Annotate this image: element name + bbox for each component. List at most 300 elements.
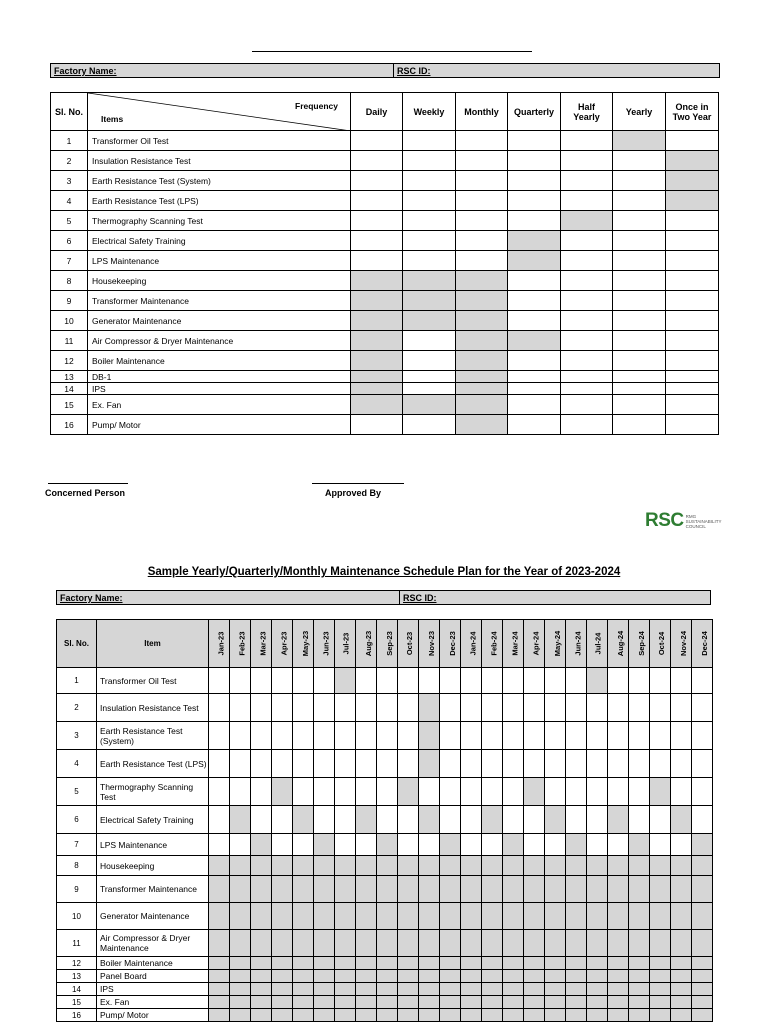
month-header: Aug-23 <box>356 620 377 668</box>
month-cell <box>335 930 356 957</box>
sl-cell: 7 <box>57 834 97 856</box>
month-cell <box>356 694 377 722</box>
item-cell: Panel Board <box>97 970 209 983</box>
month-cell <box>692 876 713 903</box>
item-cell: Generator Maintenance <box>88 311 351 331</box>
month-cell <box>503 722 524 750</box>
month-cell <box>293 876 314 903</box>
frequency-cell <box>561 415 613 435</box>
frequency-cell <box>456 271 508 291</box>
month-cell <box>335 856 356 876</box>
frequency-cell <box>561 351 613 371</box>
frequency-cell <box>508 395 561 415</box>
month-cell <box>503 1009 524 1022</box>
month-cell <box>230 876 251 903</box>
frequency-cell <box>561 231 613 251</box>
month-cell <box>503 750 524 778</box>
table-row <box>51 271 719 291</box>
month-cell <box>377 996 398 1009</box>
month-cell <box>650 930 671 957</box>
month-cell <box>503 694 524 722</box>
month-cell <box>356 903 377 930</box>
rsc-id-label: RSC ID: <box>397 65 431 76</box>
frequency-cell <box>508 231 561 251</box>
frequency-cell <box>351 311 403 331</box>
month-cell <box>398 856 419 876</box>
signature-line-approved <box>312 483 404 484</box>
frequency-cell <box>613 383 666 395</box>
month-cell <box>272 876 293 903</box>
month-cell <box>671 722 692 750</box>
month-cell <box>272 930 293 957</box>
sl-cell: 7 <box>51 251 88 271</box>
month-cell <box>503 903 524 930</box>
month-cell <box>398 903 419 930</box>
month-header: Jan-24 <box>461 620 482 668</box>
table-row <box>51 151 719 171</box>
month-cell <box>314 1009 335 1022</box>
month-cell <box>692 970 713 983</box>
month-cell <box>524 903 545 930</box>
month-cell <box>692 834 713 856</box>
month-cell <box>356 806 377 834</box>
month-cell <box>566 778 587 806</box>
month-cell <box>419 694 440 722</box>
sl-cell: 1 <box>57 668 97 694</box>
item-cell: Transformer Maintenance <box>88 291 351 311</box>
month-cell <box>461 694 482 722</box>
month-cell <box>692 1009 713 1022</box>
month-cell <box>629 957 650 970</box>
table-row <box>51 415 719 435</box>
month-cell <box>272 970 293 983</box>
month-cell <box>251 876 272 903</box>
item-cell: Housekeeping <box>97 856 209 876</box>
table-row <box>51 211 719 231</box>
sl-no-header: Sl. No. <box>57 620 97 668</box>
month-cell <box>209 750 230 778</box>
month-cell <box>440 957 461 970</box>
frequency-cell <box>456 395 508 415</box>
frequency-cell <box>456 291 508 311</box>
sl-cell: 11 <box>57 930 97 957</box>
frequency-cell <box>403 131 456 151</box>
month-cell <box>650 694 671 722</box>
frequency-cell <box>351 371 403 383</box>
concerned-person-label: Concerned Person <box>45 488 126 498</box>
frequency-cell <box>508 371 561 383</box>
month-cell <box>419 876 440 903</box>
month-cell <box>692 930 713 957</box>
month-header: Feb-23 <box>230 620 251 668</box>
month-cell <box>566 834 587 856</box>
month-header: May-23 <box>293 620 314 668</box>
frequency-cell <box>403 211 456 231</box>
month-cell <box>461 1009 482 1022</box>
frequency-cell <box>613 191 666 211</box>
month-cell <box>524 957 545 970</box>
month-cell <box>293 856 314 876</box>
frequency-cell <box>351 131 403 151</box>
col-quarterly: Quarterly <box>508 93 561 131</box>
month-cell <box>545 834 566 856</box>
month-cell <box>692 856 713 876</box>
month-cell <box>524 930 545 957</box>
item-cell: Pump/ Motor <box>97 1009 209 1022</box>
month-cell <box>251 970 272 983</box>
frequency-cell <box>613 291 666 311</box>
month-cell <box>377 778 398 806</box>
item-cell: Transformer Oil Test <box>88 131 351 151</box>
logo-subtext: RMG SUSTAINABILITY COUNCIL <box>685 513 722 529</box>
month-cell <box>272 668 293 694</box>
sl-cell: 5 <box>57 778 97 806</box>
item-header: Item <box>97 620 209 668</box>
frequency-cell <box>613 395 666 415</box>
month-cell <box>650 903 671 930</box>
frequency-cell <box>403 395 456 415</box>
month-cell <box>377 694 398 722</box>
month-cell <box>608 996 629 1009</box>
table-row <box>51 395 719 415</box>
month-cell <box>545 970 566 983</box>
month-cell <box>335 970 356 983</box>
month-cell <box>209 996 230 1009</box>
frequency-cell <box>561 131 613 151</box>
month-cell <box>482 876 503 903</box>
month-cell <box>314 722 335 750</box>
sl-cell: 15 <box>57 996 97 1009</box>
schedule-row <box>57 903 713 930</box>
month-cell <box>461 930 482 957</box>
sl-cell: 14 <box>51 383 88 395</box>
month-cell <box>335 983 356 996</box>
schedule-row <box>57 957 713 970</box>
sl-cell: 13 <box>51 371 88 383</box>
month-cell <box>398 957 419 970</box>
schedule-row <box>57 750 713 778</box>
month-cell <box>671 668 692 694</box>
month-cell <box>545 750 566 778</box>
month-header: Jun-23 <box>314 620 335 668</box>
month-cell <box>503 983 524 996</box>
month-cell <box>209 834 230 856</box>
month-cell <box>293 957 314 970</box>
month-cell <box>671 970 692 983</box>
month-cell <box>629 930 650 957</box>
month-cell <box>209 903 230 930</box>
table-row <box>51 371 719 383</box>
frequency-cell <box>666 331 719 351</box>
month-cell <box>650 750 671 778</box>
month-cell <box>230 778 251 806</box>
month-cell <box>629 722 650 750</box>
month-cell <box>419 722 440 750</box>
month-cell <box>335 834 356 856</box>
month-cell <box>608 668 629 694</box>
frequency-cell <box>613 371 666 383</box>
month-cell <box>440 983 461 996</box>
month-cell <box>587 834 608 856</box>
sl-cell: 2 <box>51 151 88 171</box>
sl-cell: 14 <box>57 983 97 996</box>
frequency-cell <box>403 291 456 311</box>
month-cell <box>251 750 272 778</box>
frequency-cell <box>351 395 403 415</box>
frequency-cell <box>666 211 719 231</box>
month-cell <box>650 778 671 806</box>
month-cell <box>419 806 440 834</box>
frequency-cell <box>561 331 613 351</box>
month-cell <box>377 983 398 996</box>
item-cell: Earth Resistance Test (System) <box>88 171 351 191</box>
month-cell <box>566 722 587 750</box>
frequency-cell <box>351 383 403 395</box>
month-cell <box>314 668 335 694</box>
month-cell <box>419 996 440 1009</box>
month-cell <box>608 834 629 856</box>
month-cell <box>209 930 230 957</box>
table-row <box>51 191 719 211</box>
sl-cell: 12 <box>51 351 88 371</box>
month-cell <box>545 722 566 750</box>
schedule-row <box>57 983 713 996</box>
month-cell <box>608 876 629 903</box>
month-cell <box>587 694 608 722</box>
month-cell <box>524 834 545 856</box>
month-cell <box>293 668 314 694</box>
month-header: Dec-23 <box>440 620 461 668</box>
item-cell: Boiler Maintenance <box>88 351 351 371</box>
frequency-cell <box>613 131 666 151</box>
month-cell <box>335 750 356 778</box>
month-cell <box>440 750 461 778</box>
month-cell <box>377 722 398 750</box>
frequency-cell <box>508 131 561 151</box>
month-header: Apr-24 <box>524 620 545 668</box>
signature-line-concerned <box>48 483 128 484</box>
frequency-cell <box>456 171 508 191</box>
month-header: Jul-24 <box>587 620 608 668</box>
month-cell <box>440 930 461 957</box>
col-monthly: Monthly <box>456 93 508 131</box>
item-cell: Thermography Scanning Test <box>88 211 351 231</box>
frequency-cell <box>666 191 719 211</box>
logo-text: RSC <box>645 510 684 531</box>
frequency-cell <box>666 271 719 291</box>
month-cell <box>377 806 398 834</box>
month-cell <box>314 750 335 778</box>
frequency-cell <box>351 211 403 231</box>
month-cell <box>629 806 650 834</box>
frequency-cell <box>403 231 456 251</box>
month-cell <box>629 970 650 983</box>
sl-cell: 8 <box>51 271 88 291</box>
month-header: Mar-24 <box>503 620 524 668</box>
month-header: May-24 <box>545 620 566 668</box>
month-cell <box>503 778 524 806</box>
month-cell <box>314 876 335 903</box>
month-cell <box>314 834 335 856</box>
sl-cell: 8 <box>57 856 97 876</box>
schedule-table <box>56 619 713 1022</box>
month-cell <box>671 930 692 957</box>
month-cell <box>545 778 566 806</box>
month-header: Oct-24 <box>650 620 671 668</box>
item-cell: Air Compressor & Dryer Maintenance <box>97 930 209 957</box>
month-cell <box>608 694 629 722</box>
month-cell <box>440 722 461 750</box>
month-header: Nov-23 <box>419 620 440 668</box>
month-cell <box>671 806 692 834</box>
month-header: Aug-24 <box>608 620 629 668</box>
item-cell: Insulation Resistance Test <box>88 151 351 171</box>
frequency-cell <box>508 191 561 211</box>
month-cell <box>671 856 692 876</box>
schedule-row <box>57 1009 713 1022</box>
month-cell <box>461 778 482 806</box>
month-cell <box>671 957 692 970</box>
month-cell <box>440 856 461 876</box>
frequency-cell <box>508 331 561 351</box>
frequency-cell <box>403 311 456 331</box>
month-cell <box>314 778 335 806</box>
month-header: Mar-23 <box>251 620 272 668</box>
month-cell <box>440 970 461 983</box>
month-cell <box>461 750 482 778</box>
month-cell <box>356 856 377 876</box>
month-cell <box>692 778 713 806</box>
sl-cell: 6 <box>51 231 88 251</box>
sl-cell: 16 <box>51 415 88 435</box>
month-cell <box>419 1009 440 1022</box>
month-cell <box>692 694 713 722</box>
month-cell <box>419 957 440 970</box>
month-cell <box>419 750 440 778</box>
month-cell <box>230 834 251 856</box>
month-cell <box>377 1009 398 1022</box>
month-cell <box>251 930 272 957</box>
month-cell <box>293 834 314 856</box>
month-cell <box>671 750 692 778</box>
frequency-cell <box>613 271 666 291</box>
month-cell <box>230 722 251 750</box>
schedule-title: Sample Yearly/Quarterly/Monthly Maintenance Schedule Plan for the Year of 2023-2024 <box>147 566 621 578</box>
month-cell <box>461 996 482 1009</box>
month-cell <box>335 1009 356 1022</box>
month-cell <box>293 694 314 722</box>
frequency-cell <box>666 251 719 271</box>
frequency-cell <box>613 415 666 435</box>
month-cell <box>608 856 629 876</box>
month-cell <box>272 903 293 930</box>
month-cell <box>566 806 587 834</box>
frequency-cell <box>351 251 403 271</box>
month-cell <box>587 668 608 694</box>
frequency-cell <box>561 395 613 415</box>
frequency-cell <box>666 415 719 435</box>
month-cell <box>230 903 251 930</box>
month-cell <box>587 1009 608 1022</box>
month-cell <box>503 996 524 1009</box>
month-cell <box>419 970 440 983</box>
col-daily: Daily <box>351 93 403 131</box>
sl-cell: 5 <box>51 211 88 231</box>
month-cell <box>398 668 419 694</box>
schedule-row <box>57 694 713 722</box>
month-cell <box>251 1009 272 1022</box>
frequency-label: Frequency <box>295 101 338 111</box>
col-weekly: Weekly <box>403 93 456 131</box>
month-cell <box>293 1009 314 1022</box>
month-cell <box>587 983 608 996</box>
month-cell <box>545 876 566 903</box>
col-half-yearly: Half Yearly <box>561 93 613 131</box>
month-cell <box>566 668 587 694</box>
month-cell <box>692 957 713 970</box>
month-cell <box>482 957 503 970</box>
frequency-cell <box>456 331 508 351</box>
month-cell <box>398 996 419 1009</box>
factory-bar-bottom <box>56 590 711 605</box>
factory-bar-top <box>50 63 720 78</box>
month-cell <box>566 957 587 970</box>
month-cell <box>545 996 566 1009</box>
month-cell <box>209 970 230 983</box>
month-cell <box>419 668 440 694</box>
month-cell <box>608 778 629 806</box>
month-cell <box>335 903 356 930</box>
month-cell <box>335 957 356 970</box>
month-cell <box>356 957 377 970</box>
approved-by-label: Approved By <box>325 488 382 498</box>
month-cell <box>650 1009 671 1022</box>
schedule-row <box>57 876 713 903</box>
sl-cell: 1 <box>51 131 88 151</box>
month-cell <box>356 778 377 806</box>
month-cell <box>629 983 650 996</box>
month-cell <box>524 876 545 903</box>
month-cell <box>524 668 545 694</box>
month-cell <box>503 806 524 834</box>
frequency-cell <box>456 371 508 383</box>
month-cell <box>461 957 482 970</box>
month-cell <box>608 957 629 970</box>
month-cell <box>377 957 398 970</box>
month-cell <box>377 834 398 856</box>
month-cell <box>272 750 293 778</box>
item-cell: Insulation Resistance Test <box>97 694 209 722</box>
item-cell: LPS Maintenance <box>97 834 209 856</box>
month-cell <box>587 903 608 930</box>
frequency-cell <box>666 171 719 191</box>
month-cell <box>650 856 671 876</box>
month-cell <box>482 750 503 778</box>
frequency-cell <box>666 383 719 395</box>
schedule-row <box>57 970 713 983</box>
month-cell <box>314 930 335 957</box>
month-cell <box>566 903 587 930</box>
frequency-cell <box>666 395 719 415</box>
frequency-cell <box>666 351 719 371</box>
frequency-cell <box>666 231 719 251</box>
item-cell: Earth Resistance Test (LPS) <box>97 750 209 778</box>
month-cell <box>629 694 650 722</box>
month-cell <box>608 983 629 996</box>
month-cell <box>398 750 419 778</box>
month-cell <box>356 983 377 996</box>
rsc-id-label-2: RSC ID: <box>403 592 437 603</box>
